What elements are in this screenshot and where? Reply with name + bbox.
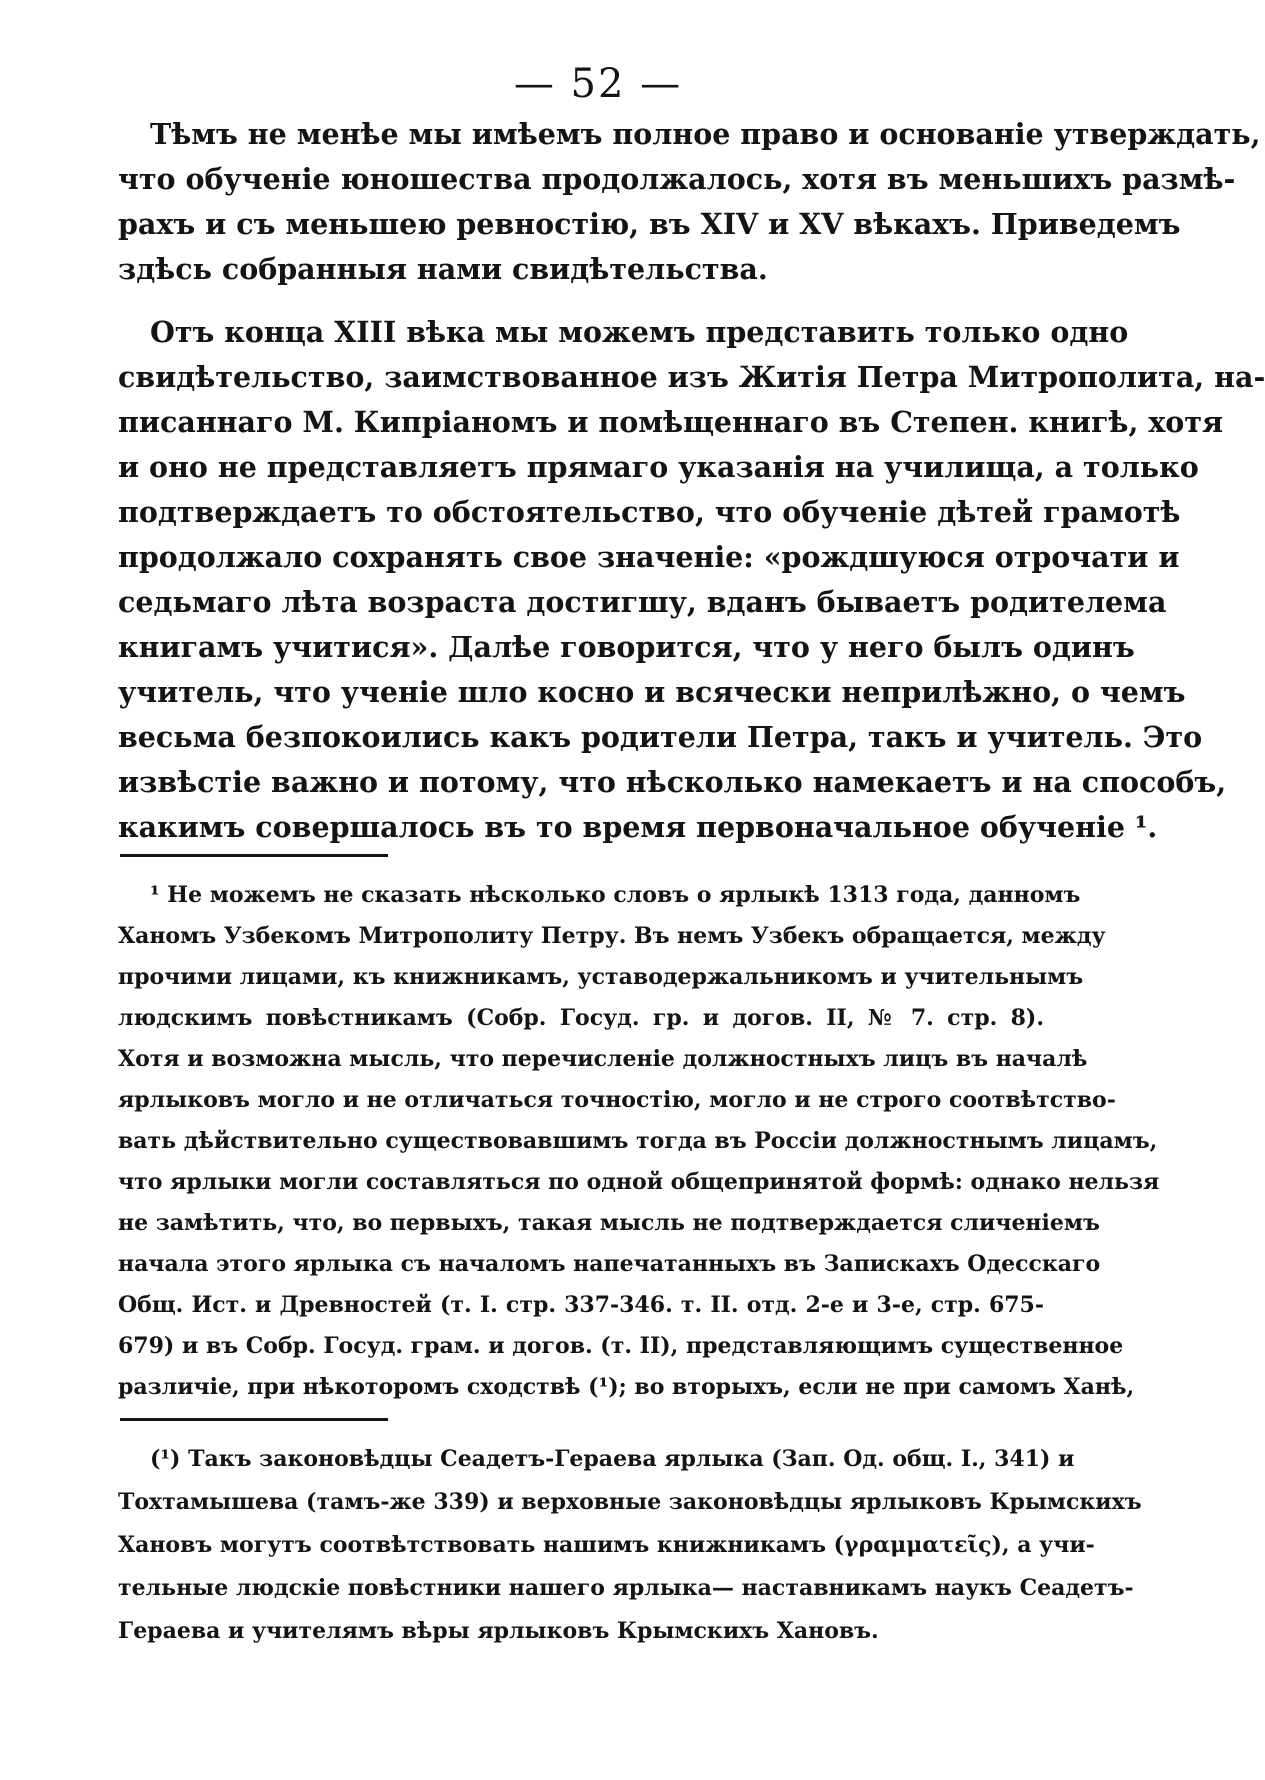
text-line: книгамъ учитися». Далѣе говорится, что у него былъ одинъ — [118, 630, 1135, 664]
footnote-line: Хотя и возможна мысль, что перечисленіе должностныхъ лицъ въ началѣ — [118, 1046, 1088, 1072]
text-line: Тѣмъ не менѣе мы имѣемъ полное право и основаніе утверждать, — [150, 117, 1261, 151]
subfootnote-divider — [120, 1418, 388, 1421]
footnote-divider — [120, 854, 388, 857]
footnote-line: начала этого ярлыка съ началомъ напечатанныхъ въ Запискахъ Одесскаго — [118, 1251, 1101, 1277]
text-line: что обученіе юношества продолжалось, хотя въ меньшихъ размѣ- — [118, 162, 1236, 196]
paragraph-2 — [118, 310, 1265, 850]
text-line: учитель, что ученіе шло косно и всячески неприлѣжно, о чемъ — [118, 675, 1186, 709]
text-line: свидѣтельство, заимствованное изъ Житія Петра Митрополита, на- — [118, 360, 1265, 394]
footnote-line: различіе, при нѣкоторомъ сходствѣ (¹); во вторыхъ, если не при самомъ Ханѣ, — [118, 1374, 1135, 1400]
footnote-line: не замѣтить, что, во первыхъ, такая мысль не подтверждается сличеніемъ — [118, 1210, 1100, 1236]
footnote-2 — [118, 1438, 1142, 1653]
footnote-line: Общ. Ист. и Древностей (т. I. стр. 337-346. т. II. отд. 2-е и 3-е, стр. 675- — [118, 1292, 1044, 1318]
text-line: и оно не представляетъ прямаго указанія на училища, а только — [118, 450, 1199, 484]
footnote-line: тельные людскіе повѣстники нашего ярлыка— наставникамъ наукъ Сеадетъ- — [118, 1575, 1134, 1601]
text-line: писаннаго М. Кипріаномъ и помѣщеннаго въ Степен. книгѣ, хотя — [118, 405, 1224, 439]
main-text — [118, 112, 1265, 850]
footnote-1 — [118, 875, 1160, 1408]
footnote-line: ¹ Не можемъ не сказать нѣсколько словъ о ярлыкѣ 1313 года, данномъ — [150, 882, 1081, 908]
footnote-line: Хановъ могутъ соотвѣтствовать нашимъ книжникамъ (γραμματεῖς), а учи- — [118, 1532, 1095, 1558]
footnote-line: что ярлыки могли составляться по одной общепринятой формѣ: однако нельзя — [118, 1169, 1160, 1195]
text-line: рахъ и съ меньшею ревностію, въ XIV и XV вѣкахъ. Приведемъ — [118, 207, 1181, 241]
page-number: — 52 — — [513, 61, 683, 107]
footnote-line: вать дѣйствительно существовавшимъ тогда въ Россіи должностнымъ лицамъ, — [118, 1128, 1158, 1154]
text-line: продолжало сохранять свое значеніе: «рождшуюся отрочати и — [118, 540, 1180, 574]
footnote-line: ярлыковъ могло и не отличаться точностію, могло и не строго соотвѣтство- — [118, 1087, 1116, 1113]
footnote-line: (¹) Такъ законовѣдцы Сеадетъ-Гераева ярлыка (Зап. Од. общ. I., 341) и — [150, 1446, 1075, 1472]
paragraph-1 — [118, 112, 1261, 292]
footnote-line: Тохтамышева (тамъ-же 339) и верховные законовѣдцы ярлыковъ Крымскихъ — [118, 1489, 1142, 1515]
text-line: здѣсь собранныя нами свидѣтельства. — [118, 252, 768, 286]
footnote-line: людскимъ повѣстникамъ (Собр. Госуд. гр. и догов. II, № 7. стр. 8). — [118, 1005, 1044, 1031]
text-line: извѣстіе важно и потому, что нѣсколько намекаетъ и на способъ, — [118, 765, 1227, 799]
footnote-line: Гераева и учителямъ вѣры ярлыковъ Крымскихъ Хановъ. — [118, 1618, 879, 1644]
footnote-line: прочими лицами, къ книжникамъ, уставодержальникомъ и учительнымъ — [118, 964, 1084, 990]
text-line: седьмаго лѣта возраста достигшу, вданъ бываетъ родителема — [118, 585, 1167, 619]
text-line: весьма безпокоились какъ родители Петра, такъ и учитель. Это — [118, 720, 1203, 754]
footnote-line: 679) и въ Собр. Госуд. грам. и догов. (т. II), представляющимъ существенное — [118, 1333, 1124, 1359]
text-line: подтверждаетъ то обстоятельство, что обученіе дѣтей грамотѣ — [118, 495, 1181, 529]
footnote-line: Ханомъ Узбекомъ Митрополиту Петру. Въ немъ Узбекъ обращается, между — [118, 923, 1106, 949]
text-line: Отъ конца XIII вѣка мы можемъ представить только одно — [150, 315, 1129, 349]
text-line: какимъ совершалось въ то время первоначальное обученіе ¹. — [118, 810, 1158, 844]
